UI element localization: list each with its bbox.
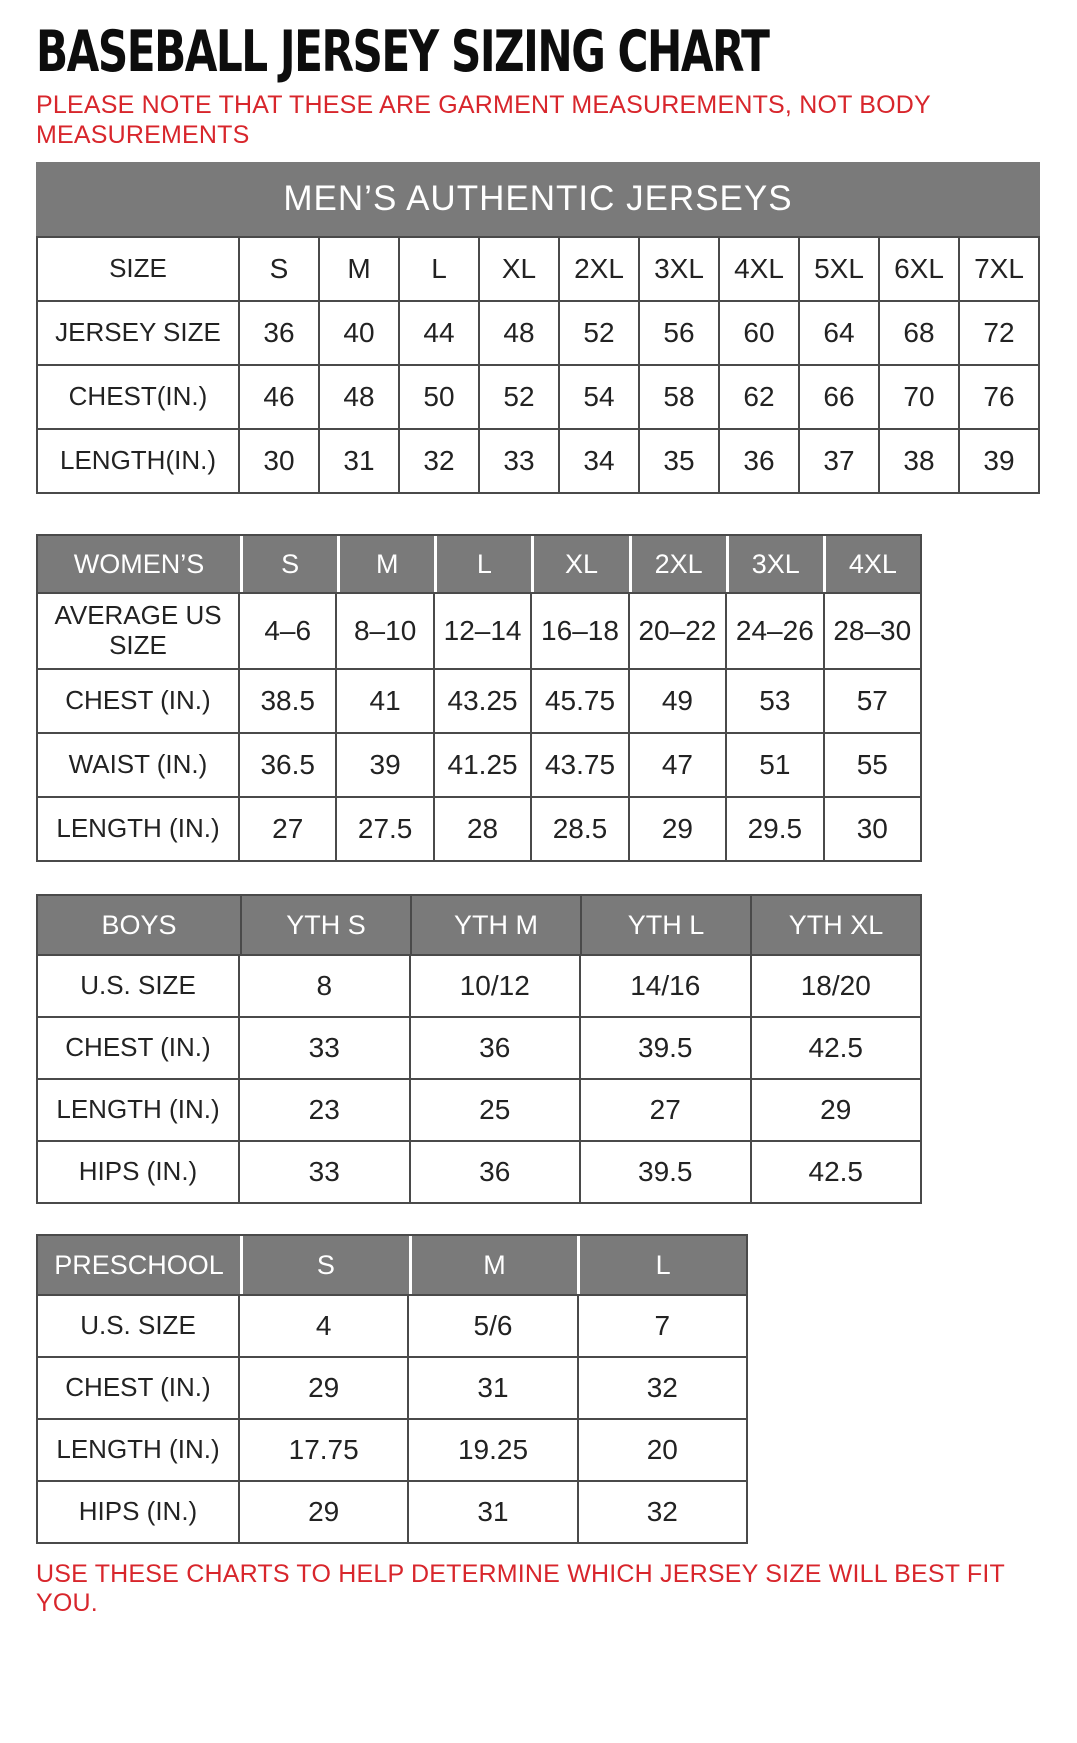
size-column-header: 4XL [826, 536, 920, 592]
row-label: CHEST (IN.) [38, 1018, 240, 1080]
cell-value: 7 [579, 1296, 748, 1358]
cell-value: 58 [640, 366, 720, 430]
cell-value: 38.5 [240, 670, 337, 734]
cell-value: 24–26 [727, 594, 824, 670]
cell-value: M [320, 238, 400, 302]
size-column-header: XL [534, 536, 628, 592]
cell-value: 43.25 [435, 670, 532, 734]
cell-value: 34 [560, 430, 640, 494]
cell-value: 14/16 [581, 956, 752, 1018]
mens-section-banner: MEN’S AUTHENTIC JERSEYS [36, 162, 1040, 236]
cell-value: 27 [240, 798, 337, 862]
cell-value: 41 [337, 670, 434, 734]
cell-value: 52 [480, 366, 560, 430]
cell-value: 6XL [880, 238, 960, 302]
cell-value: 54 [560, 366, 640, 430]
cell-value: 33 [240, 1142, 411, 1204]
cell-value: L [400, 238, 480, 302]
cell-value: 48 [480, 302, 560, 366]
cell-value: 10/12 [411, 956, 582, 1018]
size-column-header: L [437, 536, 531, 592]
cell-value: 39.5 [581, 1018, 752, 1080]
fit-advice-note: USE THESE CHARTS TO HELP DETERMINE WHICH JERSEY SIZE WILL BEST FIT YOU. [36, 1560, 1005, 1617]
cell-value: 66 [800, 366, 880, 430]
cell-value: 48 [320, 366, 400, 430]
row-label: JERSEY SIZE [38, 302, 240, 366]
cell-value: 31 [409, 1482, 578, 1544]
cell-value: 50 [400, 366, 480, 430]
cell-value: 5XL [800, 238, 880, 302]
table-title-cell: WOMEN’S [38, 536, 240, 592]
size-column-header: M [412, 1236, 578, 1294]
womens-sizing-table [36, 592, 922, 862]
cell-value: 5/6 [409, 1296, 578, 1358]
cell-value: S [240, 238, 320, 302]
row-label: CHEST (IN.) [38, 670, 240, 734]
cell-value: 52 [560, 302, 640, 366]
row-label: LENGTH (IN.) [38, 798, 240, 862]
cell-value: 29 [630, 798, 727, 862]
cell-value: 25 [411, 1080, 582, 1142]
cell-value: 33 [240, 1018, 411, 1080]
cell-value: 39.5 [581, 1142, 752, 1204]
cell-value: 56 [640, 302, 720, 366]
cell-value: 18/20 [752, 956, 923, 1018]
cell-value: 41.25 [435, 734, 532, 798]
cell-value: 19.25 [409, 1420, 578, 1482]
row-label: AVERAGE US SIZE [38, 594, 240, 670]
preschool-sizing-table [36, 1294, 748, 1544]
row-label: U.S. SIZE [38, 956, 240, 1018]
size-column-header: M [340, 536, 434, 592]
cell-value: 29 [240, 1482, 409, 1544]
boys-sizing-table [36, 954, 922, 1204]
mens-sizing-table [36, 236, 1040, 494]
cell-value: 57 [825, 670, 922, 734]
cell-value: 12–14 [435, 594, 532, 670]
cell-value: 36 [240, 302, 320, 366]
cell-value: 64 [800, 302, 880, 366]
cell-value: 36.5 [240, 734, 337, 798]
cell-value: 16–18 [532, 594, 629, 670]
cell-value: 39 [960, 430, 1040, 494]
row-label: WAIST (IN.) [38, 734, 240, 798]
cell-value: 47 [630, 734, 727, 798]
cell-value: 36 [411, 1142, 582, 1204]
cell-value: 32 [579, 1482, 748, 1544]
table-title-cell: BOYS [38, 896, 240, 954]
cell-value: 45.75 [532, 670, 629, 734]
row-label: LENGTH (IN.) [38, 1080, 240, 1142]
garment-measurement-note: PLEASE NOTE THAT THESE ARE GARMENT MEASUREMENTS, NOT BODY MEASUREMENTS [36, 91, 931, 149]
size-column-header: YTH M [410, 896, 580, 954]
row-label: SIZE [38, 238, 240, 302]
size-column-header: 3XL [729, 536, 823, 592]
cell-value: 42.5 [752, 1018, 923, 1080]
boys-table-header [36, 894, 922, 954]
cell-value: 4–6 [240, 594, 337, 670]
womens-table-header [36, 534, 922, 592]
cell-value: 31 [409, 1358, 578, 1420]
cell-value: 43.75 [532, 734, 629, 798]
cell-value: 46 [240, 366, 320, 430]
cell-value: 76 [960, 366, 1040, 430]
cell-value: 72 [960, 302, 1040, 366]
cell-value: 29 [752, 1080, 923, 1142]
cell-value: 42.5 [752, 1142, 923, 1204]
cell-value: 2XL [560, 238, 640, 302]
row-label: CHEST (IN.) [38, 1358, 240, 1420]
row-label: LENGTH(IN.) [38, 430, 240, 494]
cell-value: 23 [240, 1080, 411, 1142]
cell-value: 30 [240, 430, 320, 494]
cell-value: 49 [630, 670, 727, 734]
page-title: BASEBALL JERSEY SIZING CHART [36, 19, 769, 85]
size-column-header: YTH L [580, 896, 750, 954]
cell-value: 4XL [720, 238, 800, 302]
cell-value: 37 [800, 430, 880, 494]
cell-value: 29 [240, 1358, 409, 1420]
cell-value: 28.5 [532, 798, 629, 862]
table-title-cell: PRESCHOOL [38, 1236, 240, 1294]
cell-value: 40 [320, 302, 400, 366]
cell-value: 62 [720, 366, 800, 430]
cell-value: 7XL [960, 238, 1040, 302]
row-label: LENGTH (IN.) [38, 1420, 240, 1482]
cell-value: 60 [720, 302, 800, 366]
cell-value: 17.75 [240, 1420, 409, 1482]
cell-value: 27.5 [337, 798, 434, 862]
row-label: HIPS (IN.) [38, 1142, 240, 1204]
cell-value: 33 [480, 430, 560, 494]
cell-value: 29.5 [727, 798, 824, 862]
row-label: U.S. SIZE [38, 1296, 240, 1358]
size-column-header: S [243, 536, 337, 592]
cell-value: 38 [880, 430, 960, 494]
cell-value: 20–22 [630, 594, 727, 670]
cell-value: 32 [400, 430, 480, 494]
cell-value: 39 [337, 734, 434, 798]
cell-value: 31 [320, 430, 400, 494]
cell-value: 44 [400, 302, 480, 366]
cell-value: 28 [435, 798, 532, 862]
row-label: HIPS (IN.) [38, 1482, 240, 1544]
cell-value: 51 [727, 734, 824, 798]
boys-section [36, 894, 1077, 1204]
cell-value: 30 [825, 798, 922, 862]
cell-value: 4 [240, 1296, 409, 1358]
size-column-header: YTH XL [750, 896, 920, 954]
size-column-header: L [580, 1236, 746, 1294]
cell-value: 35 [640, 430, 720, 494]
size-column-header: S [243, 1236, 409, 1294]
cell-value: 27 [581, 1080, 752, 1142]
womens-section [36, 534, 1077, 862]
cell-value: 53 [727, 670, 824, 734]
cell-value: 32 [579, 1358, 748, 1420]
size-column-header: 2XL [632, 536, 726, 592]
cell-value: 70 [880, 366, 960, 430]
preschool-section [36, 1234, 1077, 1544]
cell-value: 8–10 [337, 594, 434, 670]
cell-value: 36 [411, 1018, 582, 1080]
preschool-table-header [36, 1234, 748, 1294]
cell-value: 28–30 [825, 594, 922, 670]
cell-value: 20 [579, 1420, 748, 1482]
cell-value: 68 [880, 302, 960, 366]
cell-value: 8 [240, 956, 411, 1018]
cell-value: 36 [720, 430, 800, 494]
cell-value: XL [480, 238, 560, 302]
cell-value: 3XL [640, 238, 720, 302]
size-column-header: YTH S [240, 896, 410, 954]
cell-value: 55 [825, 734, 922, 798]
row-label: CHEST(IN.) [38, 366, 240, 430]
